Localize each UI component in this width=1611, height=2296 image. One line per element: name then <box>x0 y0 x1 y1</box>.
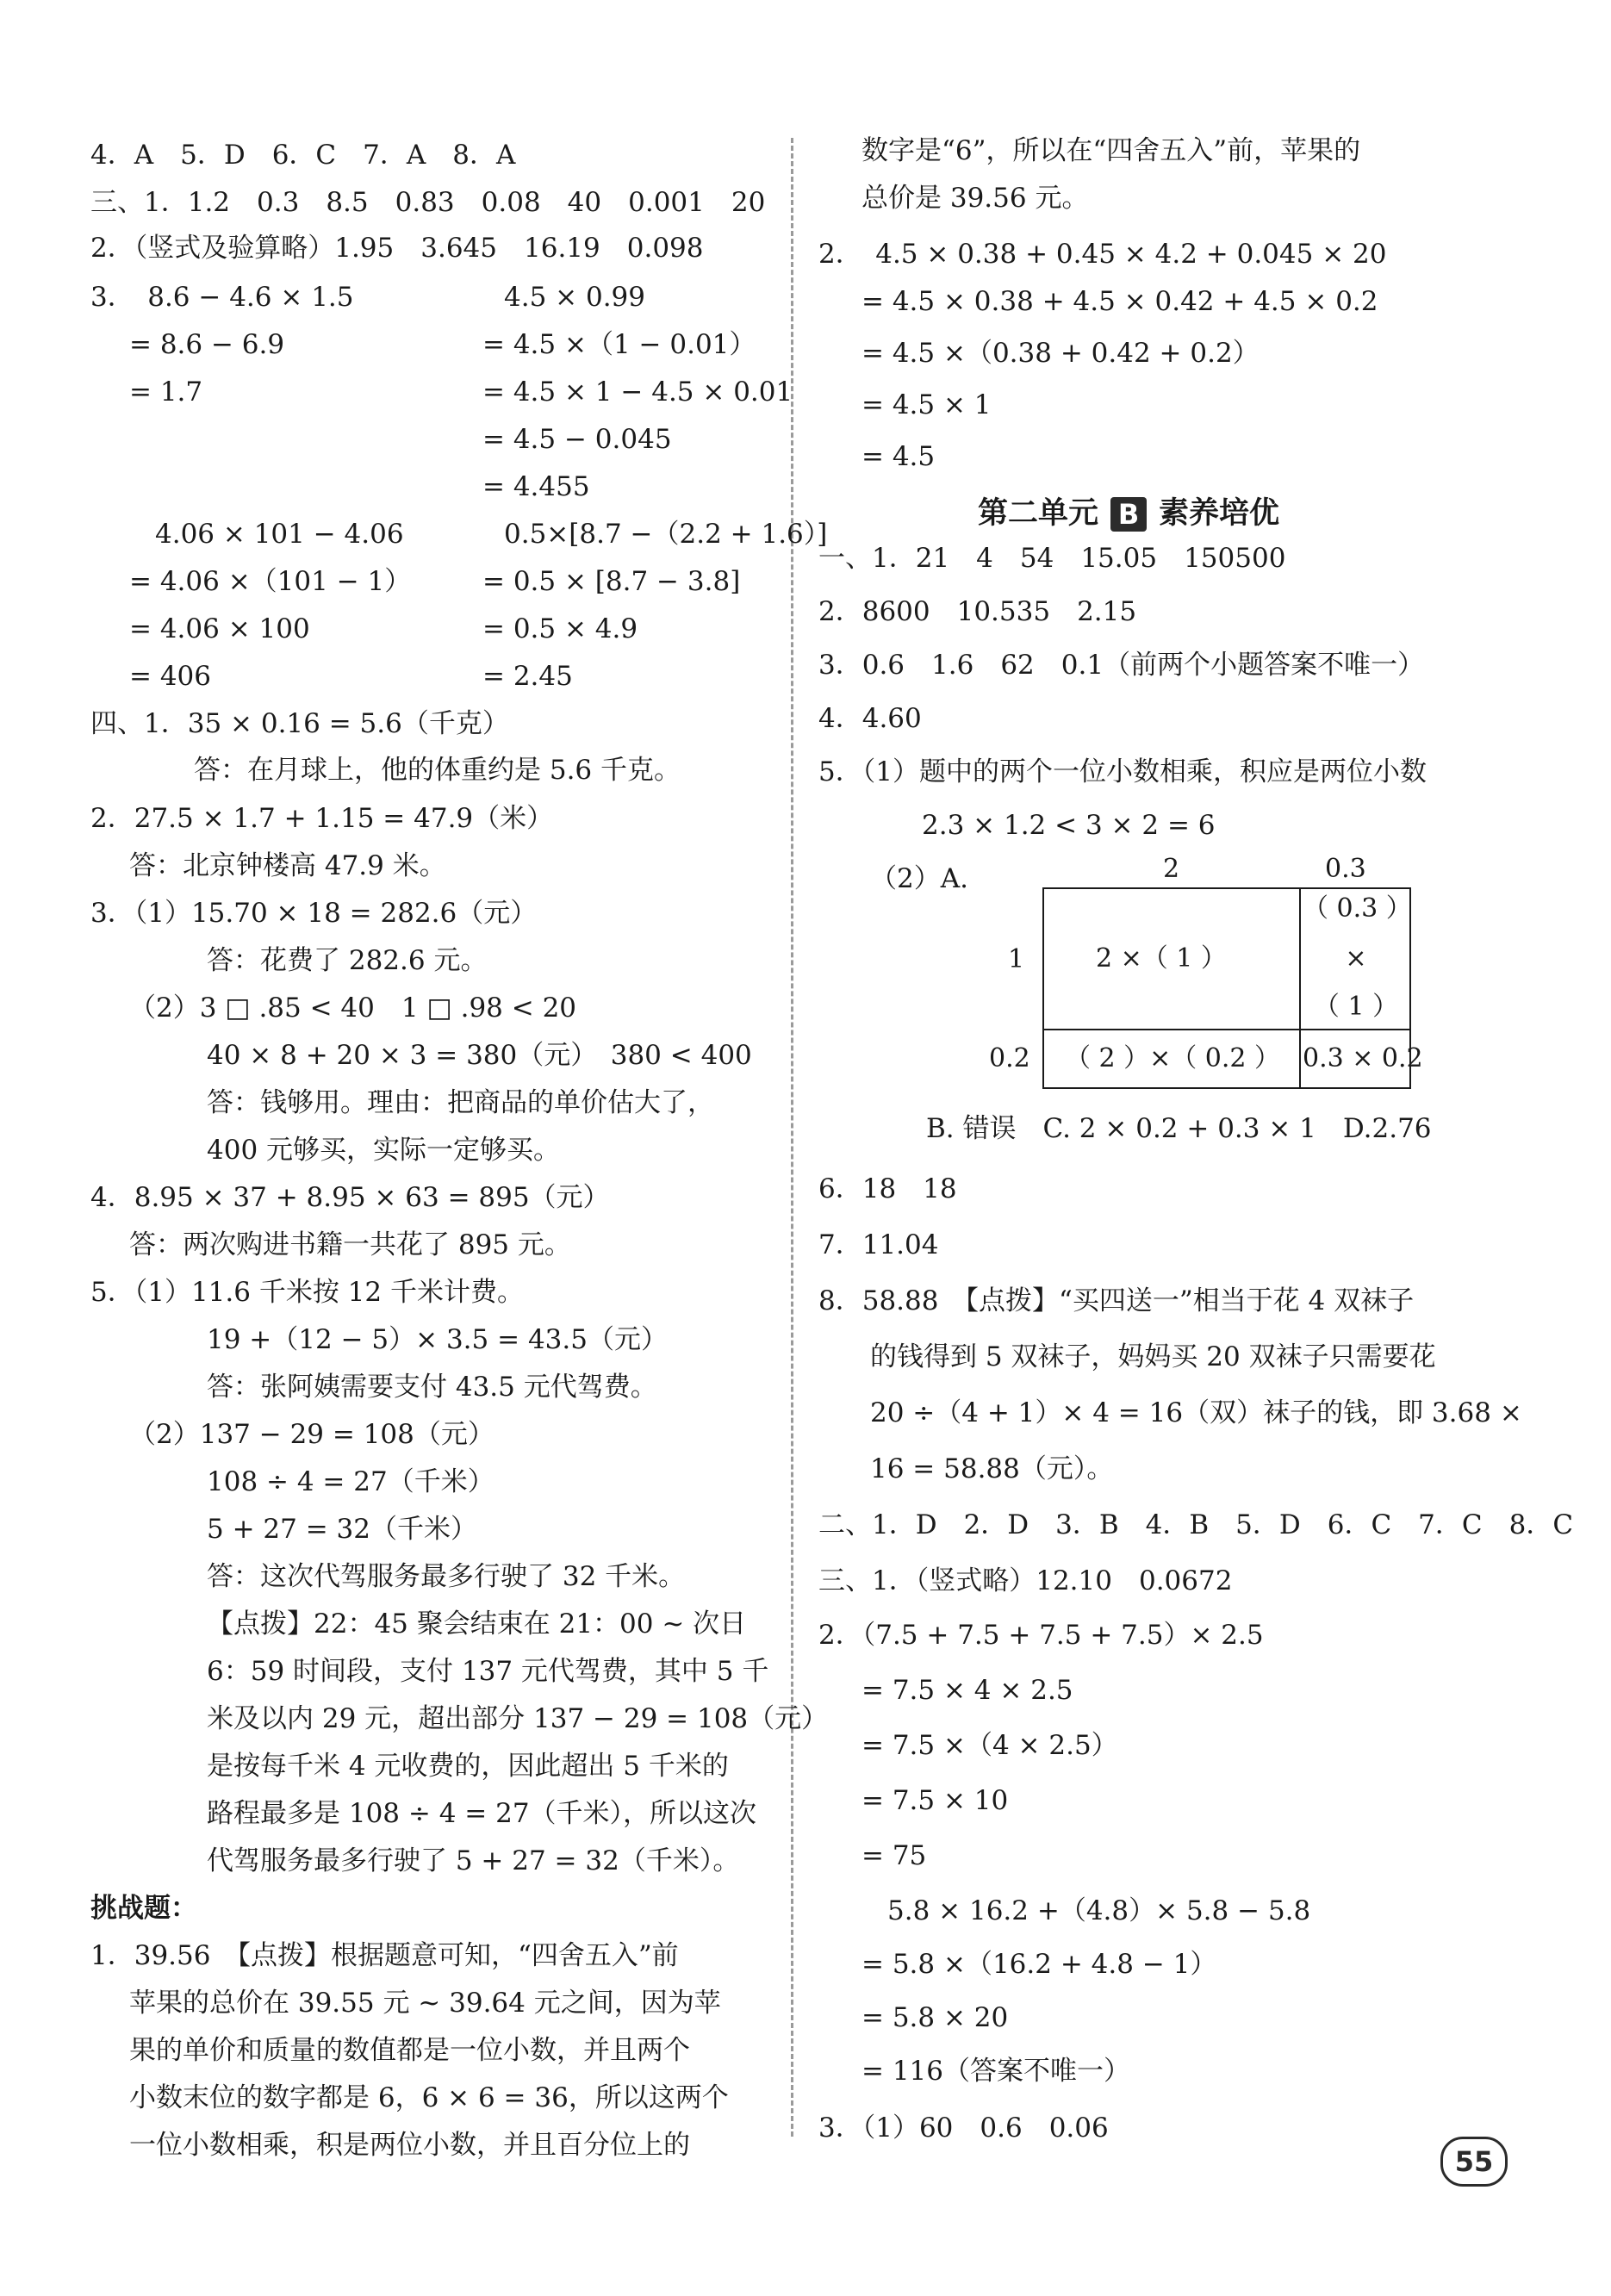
right-line: 2．（7.5 + 7.5 + 7.5 + 7.5）× 2.5 <box>818 1620 1264 1651</box>
section-badge: B <box>1110 497 1147 532</box>
page-number: 55 <box>1440 2137 1508 2187</box>
left-line: = 406 <box>129 661 211 692</box>
grid-vline <box>1299 889 1301 1087</box>
left-sub-line: = 4.5 − 0.045 <box>482 424 672 455</box>
right-line: = 5.8 ×（16.2 + 4.8 − 1） <box>861 1949 1217 1980</box>
left-line: = 1.7 <box>129 376 203 408</box>
grid-hline <box>1044 1029 1409 1030</box>
left-line: 3． 8.6 − 4.6 × 1.5 <box>90 282 354 313</box>
area-top-label: 2 <box>1163 854 1180 884</box>
left-line: 四、1．35 × 0.16 = 5.6（千克） <box>90 708 509 739</box>
right-line: 三、1．（竖式略）12.10 0.0672 <box>818 1565 1233 1596</box>
left-sub-line: = 0.5 × [8.7 − 3.8] <box>482 566 741 597</box>
right-line: 一、1．21 4 54 15.05 150500 <box>818 543 1286 574</box>
right-line: 7．11.04 <box>818 1229 939 1260</box>
left-line: 4．A 5．D 6．C 7．A 8．A <box>90 140 516 171</box>
section-title <box>978 489 1279 532</box>
left-line: 4.06 × 101 − 4.06 <box>155 519 404 550</box>
right-line: = 4.5 × 0.38 + 4.5 × 0.42 + 4.5 × 0.2 <box>861 286 1378 317</box>
left-line: 答：在月球上，他的体重约是 5.6 千克。 <box>194 755 681 786</box>
left-line: = 4.06 ×（101 − 1） <box>129 566 412 597</box>
section-prefix: 第二单元 <box>978 496 1099 531</box>
area-cell-bottom-right: 0.3 × 0.2 <box>1303 1043 1423 1073</box>
right-line: 5．（1）题中的两个一位小数相乘，积应是两位小数 <box>818 756 1427 787</box>
left-line: 果的单价和质量的数值都是一位小数，并且两个 <box>129 2035 690 2066</box>
right-line: 二、1．D 2．D 3．B 4．B 5．D 6．C 7．C 8．C <box>818 1509 1574 1540</box>
left-line: 答：钱够用。理由：把商品的单价估大了， <box>207 1087 714 1118</box>
left-line: 1．39.56 【点拨】根据题意可知，“四舍五入”前 <box>90 1940 679 1971</box>
right-line: 3．（1）60 0.6 0.06 <box>818 2112 1109 2144</box>
left-line: 一位小数相乘，积是两位小数，并且百分位上的 <box>129 2130 690 2161</box>
section-suffix: 素养培优 <box>1159 496 1280 531</box>
left-line: 答：张阿姨需要支付 43.5 元代驾费。 <box>207 1372 657 1403</box>
left-sub-line: = 4.5 ×（1 − 0.01） <box>482 329 756 360</box>
right-line: = 7.5 × 10 <box>861 1785 1009 1816</box>
left-line: （2）137 − 29 = 108（元） <box>129 1419 494 1450</box>
left-line: 4．8.95 × 37 + 8.95 × 63 = 895（元） <box>90 1182 610 1213</box>
left-line: = 8.6 − 6.9 <box>129 329 285 360</box>
right-line: = 7.5 × 4 × 2.5 <box>861 1675 1073 1706</box>
right-line: = 75 <box>861 1840 927 1871</box>
area-cell-top-right-2: × <box>1345 943 1367 974</box>
right-line: 4．4.60 <box>818 703 922 734</box>
left-line: 米及以内 29 元，超出部分 137 − 29 = 108（元） <box>207 1703 829 1734</box>
left-sub-line: 0.5×[8.7 −（2.2 + 1.6）] <box>504 519 828 550</box>
right-line: 2．8600 10.535 2.15 <box>818 596 1137 627</box>
right-line: = 5.8 × 20 <box>861 2002 1009 2033</box>
left-sub-line: 4.5 × 0.99 <box>504 282 646 313</box>
left-line: 小数末位的数字都是 6，6 × 6 = 36，所以这两个 <box>129 2082 729 2113</box>
left-line: 3．（1）15.70 × 18 = 282.6（元） <box>90 898 538 929</box>
area-side-label: 0.2 <box>989 1043 1030 1073</box>
right-line: = 116（答案不唯一） <box>861 2056 1130 2087</box>
left-line: 苹果的总价在 39.55 元 ~ 39.64 元之间，因为苹 <box>129 1988 721 2019</box>
left-line: 5 + 27 = 32（千米） <box>207 1514 477 1545</box>
left-line: 108 ÷ 4 = 27（千米） <box>207 1466 494 1497</box>
left-sub-line: = 2.45 <box>482 661 573 692</box>
right-line: 3．0.6 1.6 62 0.1（前两个小题答案不唯一） <box>818 650 1425 681</box>
right-line: B. 错误 C. 2 × 0.2 + 0.3 × 1 D.2.76 <box>926 1113 1432 1144</box>
right-line: 2． 4.5 × 0.38 + 0.45 × 4.2 + 0.045 × 20 <box>818 239 1387 270</box>
column-divider <box>791 138 793 2137</box>
left-sub-line: = 4.5 × 1 − 4.5 × 0.01 <box>482 376 793 408</box>
right-line: 2.3 × 1.2 < 3 × 2 = 6 <box>922 810 1216 841</box>
left-line: 400 元够买，实际一定够买。 <box>207 1135 561 1166</box>
area-cell-top-right-3: （ 1 ） <box>1313 992 1399 1022</box>
left-line: 6：59 时间段，支付 137 元代驾费，其中 5 千 <box>207 1656 769 1687</box>
left-line: = 4.06 × 100 <box>129 613 310 644</box>
left-sub-line: = 4.455 <box>482 471 590 502</box>
left-line: 5．（1）11.6 千米按 12 千米计费。 <box>90 1277 524 1308</box>
right-line: 数字是“6”，所以在“四舍五入”前，苹果的 <box>861 135 1361 166</box>
left-line: 【点拨】22：45 聚会结束在 21：00 ~ 次日 <box>207 1608 747 1640</box>
left-line: 答：这次代驾服务最多行驶了 32 千米。 <box>207 1561 686 1592</box>
left-sub-line: = 0.5 × 4.9 <box>482 613 638 644</box>
left-line: 三、1．1.2 0.3 8.5 0.83 0.08 40 0.001 20 <box>90 187 766 218</box>
right-line: 5.8 × 16.2 +（4.8）× 5.8 − 5.8 <box>887 1895 1311 1926</box>
area-cell-top-right-1: （ 0.3 ） <box>1303 893 1412 924</box>
left-line: 2．27.5 × 1.7 + 1.15 = 47.9（米） <box>90 803 554 834</box>
left-line: 答：北京钟楼高 47.9 米。 <box>129 850 446 881</box>
right-line: = 7.5 ×（4 × 2.5） <box>861 1730 1118 1761</box>
area-model-grid <box>1042 887 1423 1089</box>
left-line: 2．（竖式及验算略）1.95 3.645 16.19 0.098 <box>90 233 704 264</box>
left-line: 19 +（12 − 5）× 3.5 = 43.5（元） <box>207 1324 668 1355</box>
right-line: 8．58.88 【点拨】“买四送一”相当于花 4 双袜子 <box>818 1285 1415 1316</box>
right-line: = 4.5 × 1 <box>861 389 992 420</box>
challenge-heading: 挑战题： <box>90 1893 197 1924</box>
left-line: （2）3 □ .85 < 40 1 □ .98 < 20 <box>129 992 577 1024</box>
right-line: = 4.5 ×（0.38 + 0.42 + 0.2） <box>861 338 1260 369</box>
right-line: （2）A. <box>870 863 968 894</box>
left-line: 40 × 8 + 20 × 3 = 380（元） 380 < 400 <box>207 1040 752 1071</box>
left-line: 答：花费了 282.6 元。 <box>207 945 488 976</box>
left-line: 答：两次购进书籍一共花了 895 元。 <box>129 1229 571 1260</box>
right-line: = 4.5 <box>861 441 936 472</box>
area-cell-bottom-left: （ 2 ）×（ 0.2 ） <box>1064 1043 1281 1073</box>
left-line: 是按每千米 4 元收费的，因此超出 5 千米的 <box>207 1751 729 1782</box>
left-line: 代驾服务最多行驶了 5 + 27 = 32（千米）。 <box>207 1845 740 1876</box>
left-line: 路程最多是 108 ÷ 4 = 27（千米），所以这次 <box>207 1798 757 1829</box>
right-line: 总价是 39.56 元。 <box>861 183 1089 214</box>
area-side-label: 1 <box>1008 944 1025 974</box>
area-cell-top-left: 2 ×（ 1 ） <box>1096 943 1227 974</box>
right-line: 16 = 58.88（元）。 <box>870 1453 1114 1484</box>
right-line: 20 ÷（4 + 1）× 4 = 16（双）袜子的钱，即 3.68 × <box>870 1397 1522 1428</box>
area-top-label: 0.3 <box>1325 854 1366 884</box>
right-line: 6．18 18 <box>818 1173 957 1204</box>
right-line: 的钱得到 5 双袜子，妈妈买 20 双袜子只需要花 <box>870 1341 1436 1372</box>
